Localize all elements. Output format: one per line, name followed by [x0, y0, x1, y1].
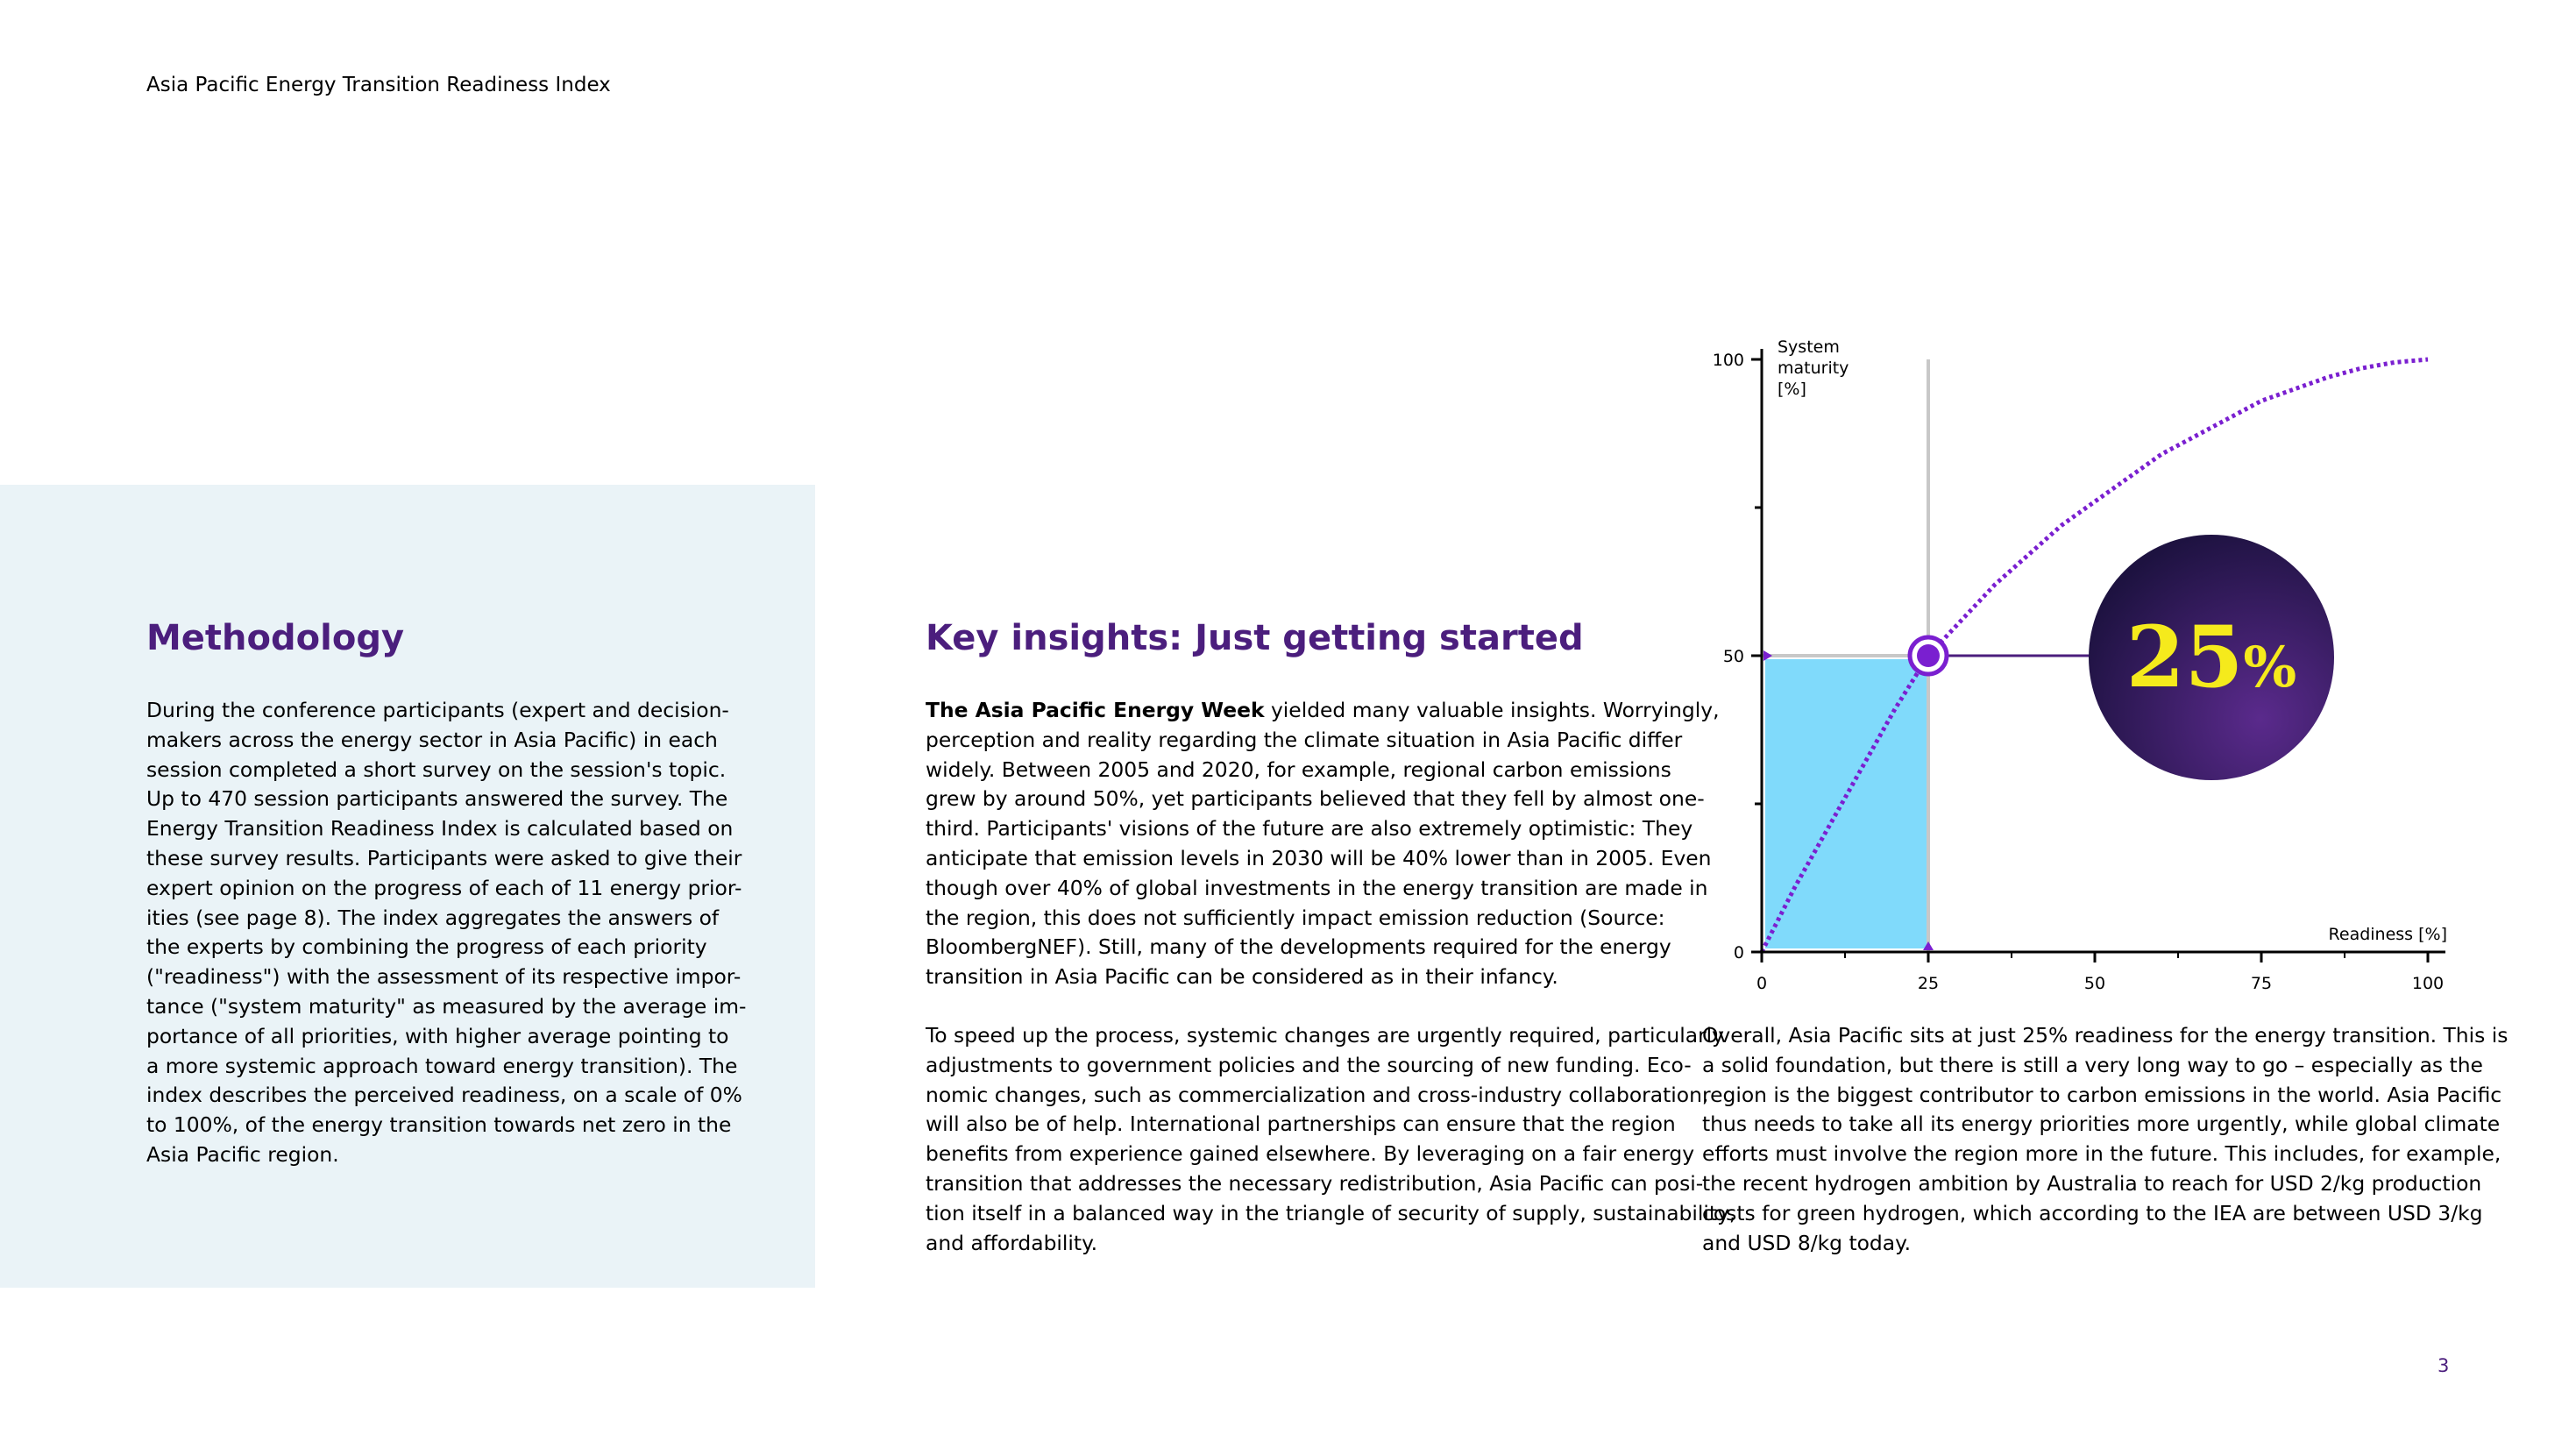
running-header: Asia Pacific Energy Transition Readiness Index [146, 74, 611, 96]
methodology-line: to 100%, of the energy transition towards net zero in the [146, 1112, 732, 1138]
insights-paragraph-1 [926, 696, 1720, 992]
x-tick-label: 0 [1756, 974, 1768, 993]
methodology-line: portance of all priorities, with higher average pointing to [146, 1023, 729, 1048]
x-tick-label: 100 [2411, 974, 2445, 993]
insights-line: transition in Asia Pacific can be considered as in their infancy. [926, 964, 1558, 990]
methodology-line: makers across the energy sector in Asia Pacific) in each [146, 727, 718, 752]
methodology-line: Up to 470 session participants answered the survey. The [146, 786, 728, 812]
x-tick-label: 50 [2083, 974, 2106, 993]
y-axis-label [1778, 337, 1854, 399]
insights-line: tion itself in a balanced way in the triangle of security of supply, sustainability, [926, 1200, 1736, 1225]
methodology-line: ities (see page 8). The index aggregates the answers of [146, 905, 720, 930]
overall-line: Overall, Asia Pacific sits at just 25% readiness for the energy transition. This is [1702, 1023, 2509, 1048]
insights-line: the region, this does not sufficiently impact emission reduction (Source: [926, 905, 1665, 930]
insights-line: will also be of help. International partnerships can ensure that the region [926, 1112, 1676, 1137]
insights-title: Key insights: Just getting started [926, 618, 1584, 658]
insights-lead-bold: The Asia Pacific Energy Week [926, 698, 1265, 722]
methodology-line: Energy Transition Readiness Index is calculated based on [146, 816, 734, 842]
x-tick-label: 25 [1917, 974, 1940, 993]
methodology-line: tance ("system maturity" as measured by the average im- [146, 993, 747, 1019]
overall-line: and USD 8/kg today. [1702, 1230, 1912, 1255]
x-tick-label: 75 [2250, 974, 2273, 993]
methodology-line: expert opinion on the progress of each of 11 energy prior- [146, 875, 742, 900]
insights-line: BloombergNEF). Still, many of the developments required for the energy [926, 934, 1671, 960]
y-tick-label: 100 [1712, 351, 1744, 370]
y-axis-label-line: maturity [1778, 359, 1849, 378]
insights-line: benefits from experience gained elsewhere. By leveraging on a fair energy [926, 1141, 1695, 1167]
insights-line: and affordability. [926, 1230, 1098, 1255]
y-tick-label: 0 [1733, 943, 1744, 962]
y-axis-label-line: System [1778, 337, 1840, 357]
insights-line: grew by around 50%, yet participants believed that they fell by almost one- [926, 786, 1705, 812]
overall-line: thus needs to take all its energy priorities more urgently, while global climate [1702, 1112, 2501, 1137]
insights-line: though over 40% of global investments in the energy transition are made in [926, 875, 1708, 900]
methodology-line: Asia Pacific region. [146, 1141, 339, 1167]
methodology-line: ("readiness") with the assessment of its respective impor- [146, 964, 742, 990]
badge-unit: % [2243, 635, 2297, 700]
insights-line: nomic changes, such as commercialization and cross-industry collaboration, [926, 1082, 1709, 1107]
methodology-title: Methodology [146, 618, 405, 658]
insights-line: adjustments to government policies and the sourcing of new funding. Eco- [926, 1052, 1692, 1077]
overall-line: efforts must involve the region more in the future. This includes, for example, [1702, 1141, 2501, 1167]
overall-line: region is the biggest contributor to carbon emissions in the world. Asia Pacific [1702, 1082, 2502, 1107]
readiness-point-inner [1917, 644, 1940, 667]
insights-line [926, 696, 1720, 726]
overall-line: the recent hydrogen ambition by Australia to reach for USD 2/kg production [1702, 1170, 2482, 1196]
readiness-chart [1665, 316, 2472, 1017]
methodology-line: session completed a short survey on the session's topic. [146, 756, 727, 782]
methodology-line: During the conference participants (expert and decision- [146, 698, 729, 722]
y-axis-ticks [1713, 351, 1762, 962]
x-axis-label: Readiness [%] [2328, 925, 2447, 944]
badge-value: 25 [2125, 607, 2244, 707]
insights-lead-rest: yielded many valuable insights. Worryingly, [1264, 698, 1720, 722]
readiness-shaded-area [1765, 659, 1927, 948]
overall-line: a solid foundation, but there is still a very long way to go – especially as the [1702, 1052, 2483, 1077]
y-tick-label: 50 [1722, 647, 1744, 666]
insights-line: To speed up the process, systemic changes are urgently required, particularly [926, 1023, 1725, 1048]
methodology-line: these survey results. Participants were asked to give their [146, 845, 742, 870]
methodology-line: a more systemic approach toward energy transition). The [146, 1053, 738, 1078]
overall-paragraph [1702, 1021, 2508, 1258]
insights-line: perception and reality regarding the climate situation in Asia Pacific differ [926, 727, 1683, 752]
methodology-text [146, 696, 746, 1170]
insights-line: third. Participants' visions of the future are also extremely optimistic: They [926, 816, 1693, 842]
x-axis-ticks [1756, 952, 2444, 993]
insights-line: anticipate that emission levels in 2030 will be 40% lower than in 2005. Even [926, 845, 1712, 870]
insights-line: widely. Between 2005 and 2020, for example, regional carbon emissions [926, 756, 1671, 782]
y-axis-label-line: [%] [1778, 380, 1806, 399]
overall-line: costs for green hydrogen, which according to the IEA are between USD 3/kg [1702, 1200, 2483, 1225]
insights-line: transition that addresses the necessary redistribution, Asia Pacific can posi- [926, 1170, 1704, 1196]
insights-paragraph-2 [926, 1021, 1735, 1258]
methodology-line: index describes the perceived readiness, on a scale of 0% [146, 1083, 742, 1108]
page-number: 3 [2438, 1355, 2450, 1376]
methodology-line: the experts by combining the progress of each priority [146, 934, 707, 960]
